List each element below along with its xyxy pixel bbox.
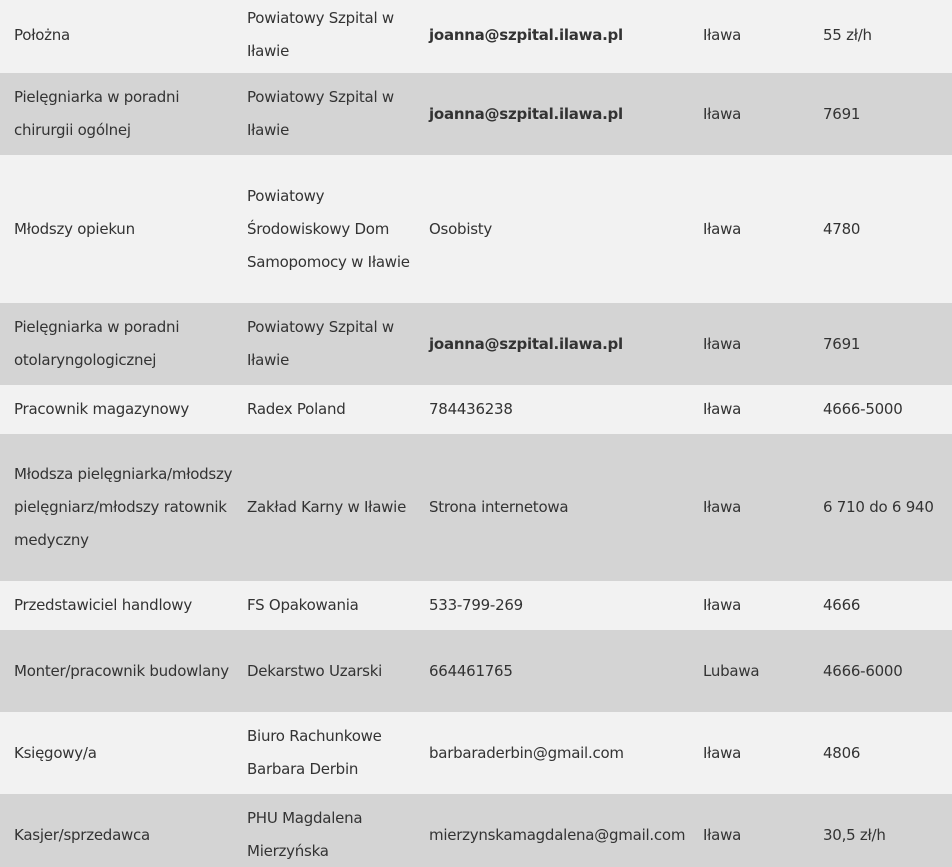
city-cell: Iława <box>703 400 742 418</box>
city-cell: Iława <box>703 104 742 123</box>
salary-cell: 4666 <box>823 596 861 614</box>
employer-cell: Powiatowy Szpital w Iławie <box>247 88 394 139</box>
contact-cell: 664461765 <box>429 661 513 680</box>
salary-cell: 4666-5000 <box>823 400 903 418</box>
city-cell: Iława <box>703 334 742 353</box>
table-row <box>0 630 952 712</box>
table-row <box>0 303 952 385</box>
table-row <box>0 385 952 434</box>
contact-cell: joanna@szpital.ilawa.pl <box>429 25 623 44</box>
employer-cell: Biuro Rachunkowe Barbara Derbin <box>247 727 382 778</box>
position-cell: Pielęgniarka w poradni otolaryngologicznej <box>14 318 180 369</box>
employer-cell: Powiatowy Środowiskowy Dom Samopomocy w Iławie <box>247 186 410 271</box>
employer-cell: Radex Poland <box>247 400 346 418</box>
contact-cell: Strona internetowa <box>429 498 569 516</box>
table-row <box>0 434 952 581</box>
city-cell: Iława <box>703 825 742 844</box>
salary-cell: 7691 <box>823 104 861 123</box>
salary-cell: 30,5 zł/h <box>823 825 886 844</box>
table-row <box>0 712 952 794</box>
table-row <box>0 155 952 303</box>
employer-cell: Powiatowy Szpital w Iławie <box>247 9 394 60</box>
position-cell: Pielęgniarka w poradni chirurgii ogólnej <box>14 88 180 139</box>
contact-cell: 784436238 <box>429 400 513 418</box>
employer-cell: Powiatowy Szpital w Iławie <box>247 318 394 369</box>
position-cell: Młodsza pielęgniarka/młodszy pielęgniarz/młodszy ratownik medyczny <box>14 465 233 549</box>
city-cell: Iława <box>703 596 742 614</box>
salary-cell: 4666-6000 <box>823 661 903 680</box>
position-cell: Młodszy opiekun <box>14 219 135 238</box>
contact-cell: 533-799-269 <box>429 596 523 614</box>
salary-cell: 6 710 do 6 940 <box>823 498 934 516</box>
contact-cell: joanna@szpital.ilawa.pl <box>429 334 623 353</box>
contact-cell: barbaraderbin@gmail.com <box>429 743 624 762</box>
city-cell: Lubawa <box>703 661 760 680</box>
contact-cell: joanna@szpital.ilawa.pl <box>429 104 623 123</box>
salary-cell: 55 zł/h <box>823 25 872 44</box>
contact-cell: mierzynskamagdalena@gmail.com <box>429 825 686 844</box>
city-cell: Iława <box>703 743 742 762</box>
table-row <box>0 581 952 630</box>
position-cell: Położna <box>14 25 70 44</box>
city-cell: Iława <box>703 498 742 516</box>
position-cell: Przedstawiciel handlowy <box>14 596 192 614</box>
position-cell: Monter/pracownik budowlany <box>14 661 229 680</box>
employer-cell: Dekarstwo Uzarski <box>247 661 383 680</box>
city-cell: Iława <box>703 25 742 44</box>
position-cell: Kasjer/sprzedawca <box>14 825 150 844</box>
employer-cell: FS Opakowania <box>247 596 359 614</box>
table-row <box>0 794 952 867</box>
city-cell: Iława <box>703 219 742 238</box>
salary-cell: 4780 <box>823 219 861 238</box>
salary-cell: 4806 <box>823 743 861 762</box>
salary-cell: 7691 <box>823 334 861 353</box>
position-cell: Księgowy/a <box>14 743 97 762</box>
employer-cell: PHU Magdalena Mierzyńska <box>247 809 363 860</box>
table-row <box>0 0 952 73</box>
position-cell: Pracownik magazynowy <box>14 400 190 418</box>
table-row <box>0 73 952 155</box>
contact-cell: Osobisty <box>429 219 493 238</box>
employer-cell: Zakład Karny w Iławie <box>247 498 407 516</box>
